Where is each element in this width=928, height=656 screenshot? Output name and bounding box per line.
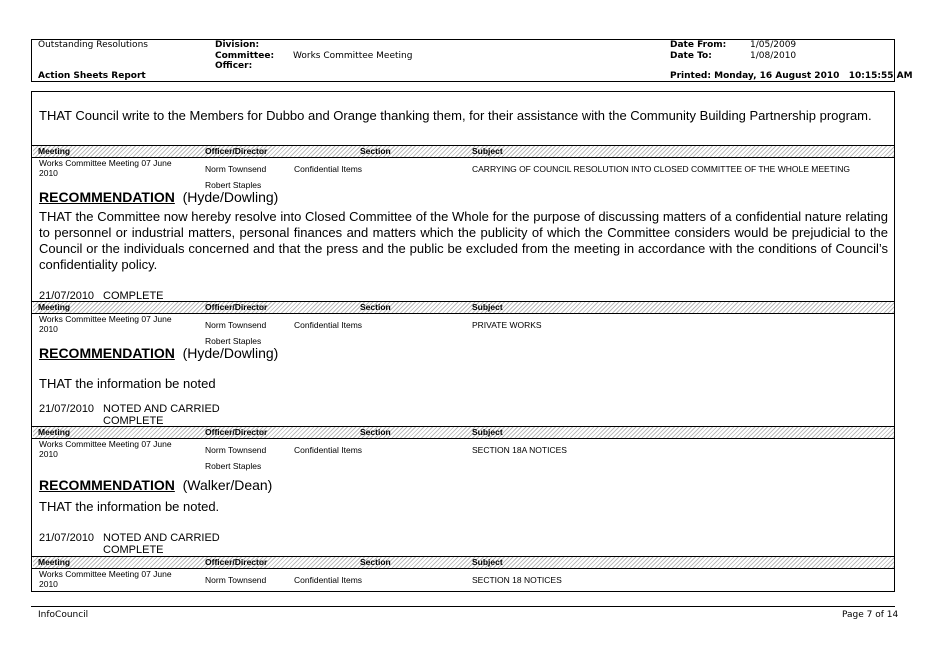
date-to-label: Date To:: [670, 51, 712, 61]
recommendation-heading: RECOMMENDATION (Hyde/Dowling): [39, 189, 279, 205]
intro-resolution-text: THAT Council write to the Members for Dubbo and Orange thanking them, for their assistance with the Community Building Partnership program.: [39, 108, 872, 123]
section-cell: Confidential Items: [294, 164, 363, 174]
status-text: NOTED AND CARRIED COMPLETE: [103, 403, 220, 427]
officer-cell: Norm Townsend: [205, 445, 267, 455]
subject-cell: PRIVATE WORKS: [472, 320, 542, 330]
report-name: Outstanding Resolutions: [38, 40, 148, 50]
column-header-row: Meeting Officer/Director Section Subject: [33, 302, 894, 313]
col-meeting: Meeting: [38, 146, 71, 156]
footer-brand: InfoCouncil: [38, 610, 89, 620]
recommendation-heading: RECOMMENDATION (Walker/Dean): [39, 477, 273, 493]
officer-cell: Norm Townsend: [205, 320, 267, 330]
subject-cell: CARRYING OF COUNCIL RESOLUTION INTO CLOSED COMMITTEE OF THE WHOLE MEETING: [472, 164, 850, 174]
recommendation-body: THAT the information be noted.: [39, 499, 220, 514]
column-header-row: [33, 146, 894, 157]
recommendation-body: THAT the Committee now hereby resolve into Closed Committee of the Whole for the purpose of discussing matters of a confidential nature relating to personnel or industrial matters, personal finances and matters which the publicity of which the Committee considers would be prejudicial to the Council or the individuals concerned and that the press and the public be excluded from the meeting in accordance with the conditions of Council’s confidentiality policy.: [39, 209, 888, 272]
column-header-row: Meeting Officer/Director Section Subject: [33, 427, 894, 438]
division-label: Division:: [215, 40, 260, 50]
status-date: 21/07/2010: [39, 290, 95, 302]
section-cell: Confidential Items: [294, 445, 363, 455]
section-cell: Confidential Items: [294, 320, 363, 330]
status-date: 21/07/2010: [39, 532, 95, 544]
committee-value: Works Committee Meeting: [293, 51, 413, 61]
committee-label: Committee:: [215, 51, 275, 61]
status-date: 21/07/2010: [39, 403, 95, 415]
officer-cell: Norm Townsend: [205, 575, 267, 585]
meeting-cell: Works Committee Meeting 07 June 2010: [39, 439, 172, 459]
col-section: Section: [360, 146, 391, 156]
date-from-value: 1/05/2009: [750, 40, 797, 50]
subject-cell: SECTION 18A NOTICES: [472, 445, 567, 455]
meeting-cell: Works Committee Meeting 07 June 2010: [39, 569, 172, 589]
column-header-row: Meeting Officer/Director Section Subject: [33, 557, 894, 568]
subject-cell: SECTION 18 NOTICES: [472, 575, 562, 585]
report-type: Action Sheets Report: [38, 71, 146, 81]
officer-label: Officer:: [215, 61, 253, 71]
date-from-label: Date From:: [670, 40, 727, 50]
date-to-value: 1/08/2010: [750, 51, 797, 61]
status-text: COMPLETE: [103, 290, 164, 302]
col-officer: Officer/Director: [205, 146, 268, 156]
footer-rule: [31, 606, 895, 607]
col-subject: Subject: [472, 146, 503, 156]
status-text: NOTED AND CARRIED COMPLETE: [103, 532, 220, 556]
printed-value: Monday, 16 August 2010 10:15:55 AM: [714, 71, 913, 81]
meeting-cell: Works Committee Meeting 07 June 2010: [39, 314, 172, 334]
meeting-cell: Works Committee Meeting 07 June 2010: [39, 158, 172, 178]
printed-label: Printed:: [670, 71, 711, 81]
officer-cell: Robert Staples: [205, 180, 262, 190]
section-cell: Confidential Items: [294, 575, 363, 585]
officer-cell: Robert Staples: [205, 461, 262, 471]
printed-line: [670, 71, 913, 82]
officer-cell: Norm Townsend: [205, 164, 267, 174]
page-number: Page 7 of 14: [842, 610, 899, 620]
recommendation-body: THAT the information be noted: [39, 376, 216, 391]
officer-cell: Robert Staples: [205, 336, 262, 346]
recommendation-heading: RECOMMENDATION (Hyde/Dowling): [39, 345, 279, 361]
